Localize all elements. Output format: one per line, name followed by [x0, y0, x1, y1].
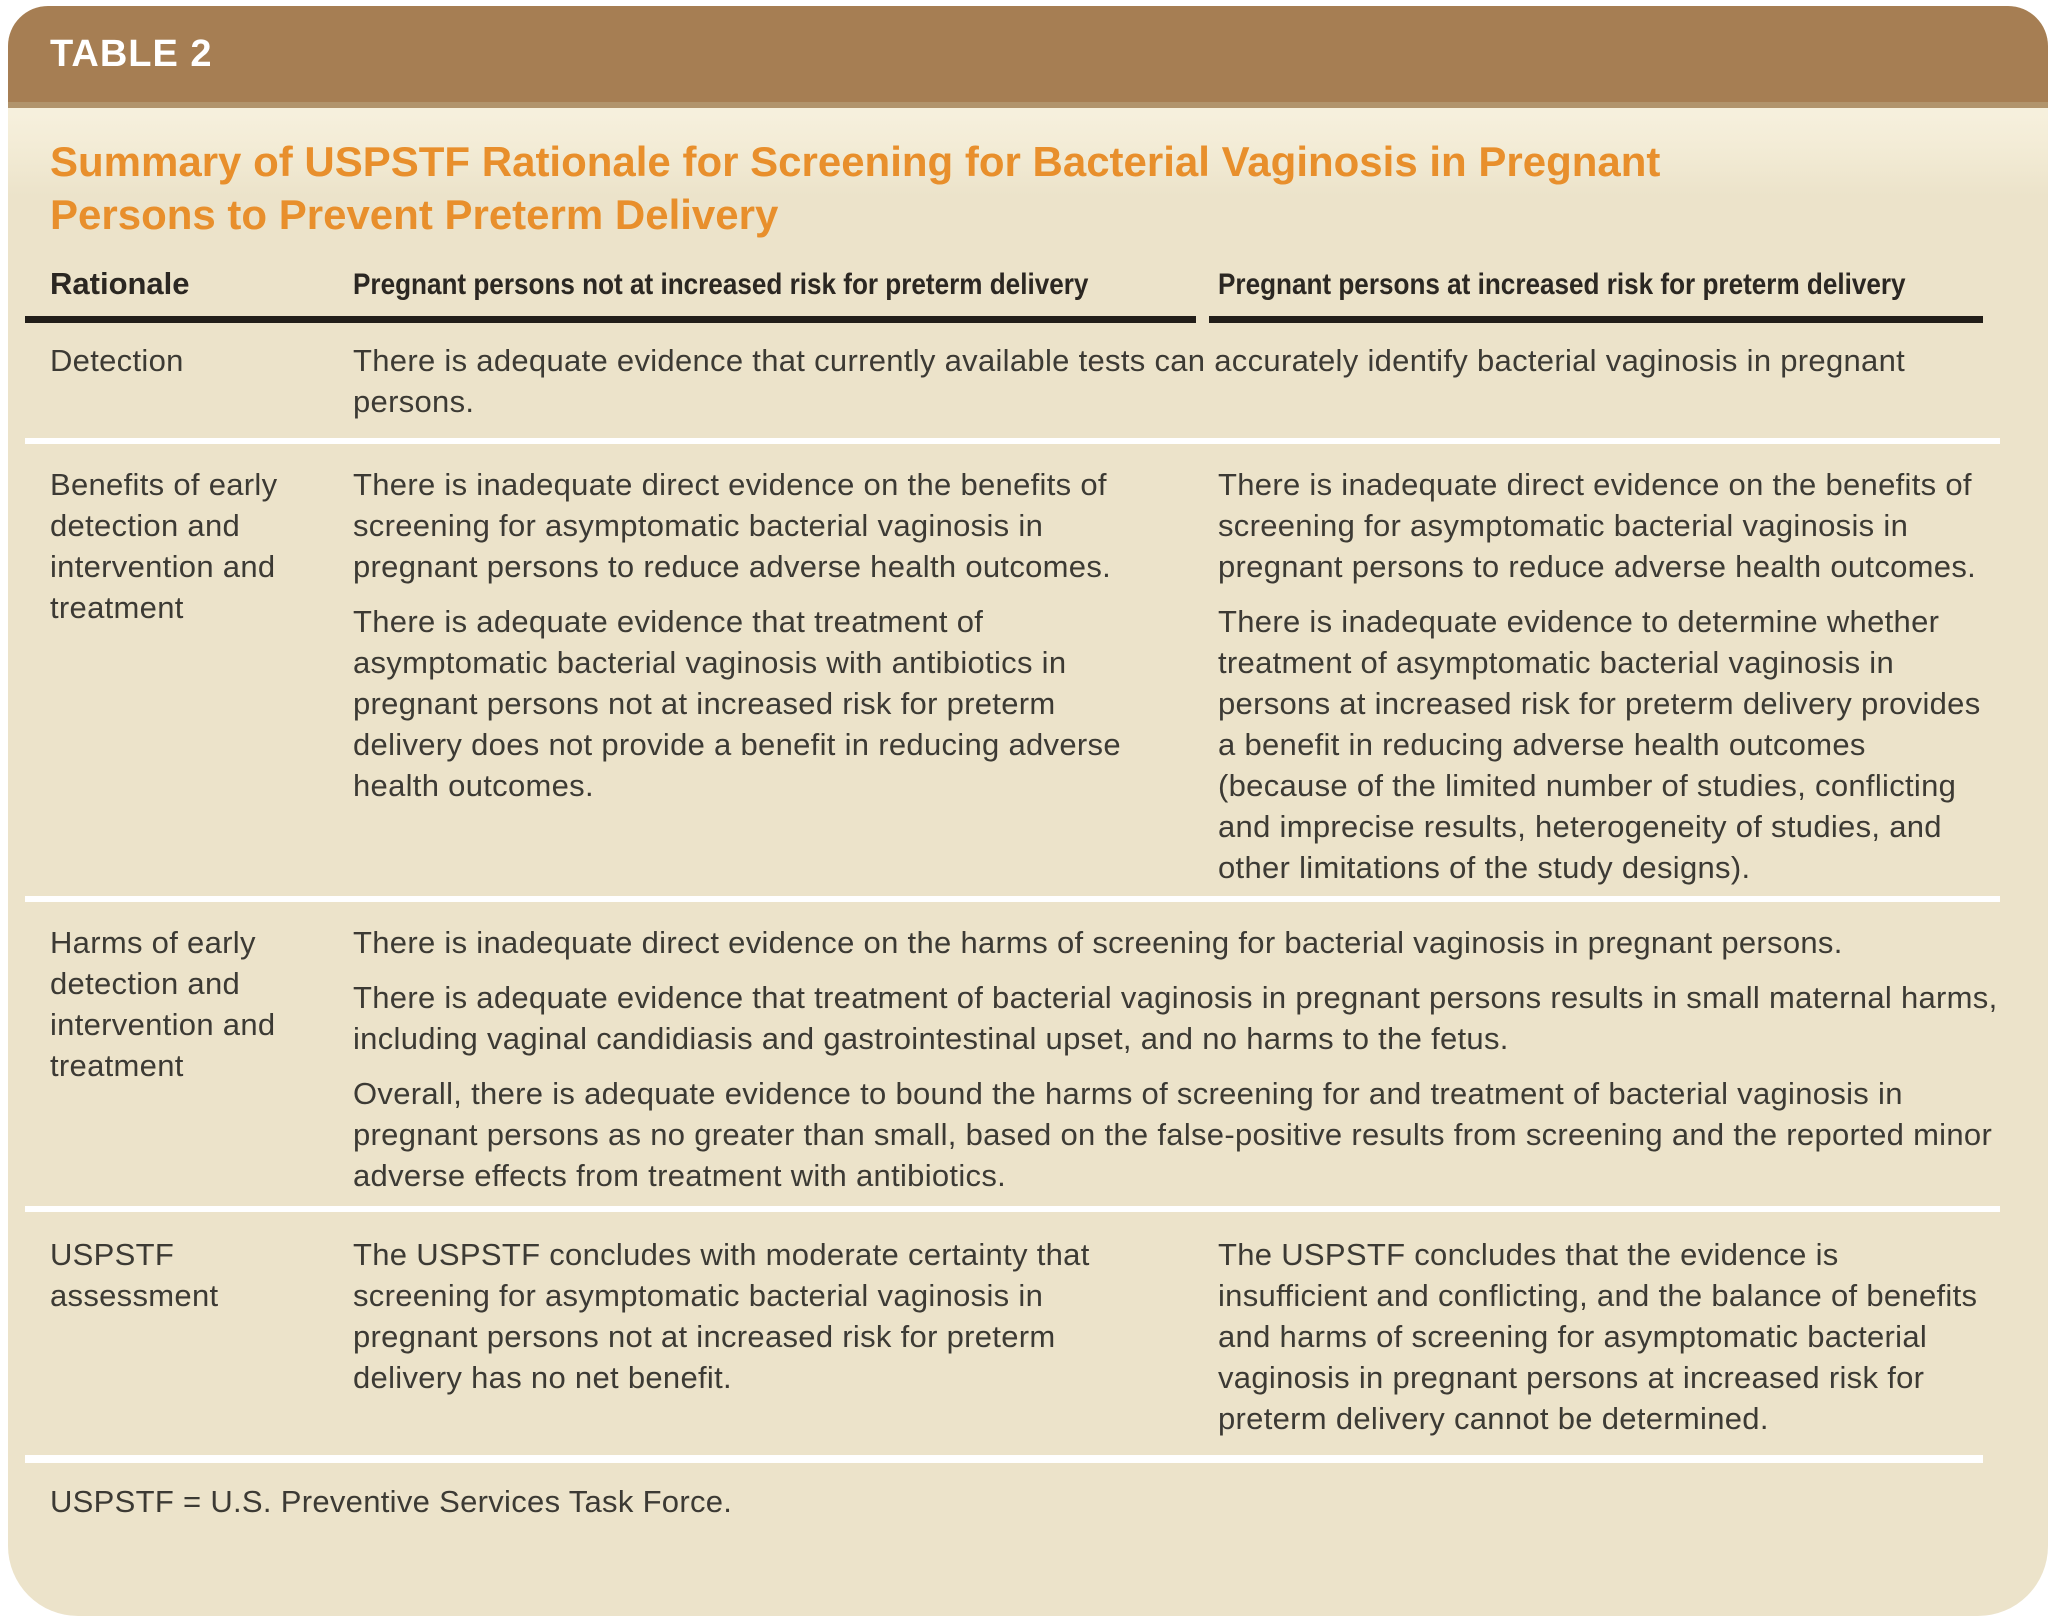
harms-cell	[353, 922, 1998, 1196]
benefits-not-increased-paragraph-2: There is adequate evidence that treatment of asymptomatic bacterial vaginosis with antibiotics in pregnant persons not at increased risk for preterm delivery does not provide a benefit in reducing adverse health outcomes.	[353, 604, 1121, 803]
assessment-increased-paragraph: The USPSTF concludes that the evidence is insufficient and conflicting, and the balance of benefits and harms of screening for asymptomatic bacterial vaginosis in pregnant persons at increased risk for preterm delivery cannot be determined.	[1218, 1237, 1978, 1436]
column-header-increased-risk-text: Pregnant persons at increased risk for preterm delivery	[1218, 268, 1906, 301]
harms-paragraph-2: There is adequate evidence that treatment of bacterial vaginosis in pregnant persons results in small maternal harms, including vaginal candidiasis and gastrointestinal upset, and no harms to the fetus.	[353, 980, 1998, 1056]
assessment-not-increased-paragraph: The USPSTF concludes with moderate certainty that screening for asymptomatic bacterial vaginosis in pregnant persons not at increased risk for preterm delivery has no net benefit.	[353, 1237, 1090, 1395]
row-label-harms: Harms of early detection and intervention and treatment	[50, 925, 276, 1083]
column-header-not-increased-risk-text: Pregnant persons not at increased risk for preterm delivery	[353, 268, 1089, 301]
table-number-label: TABLE 2	[50, 32, 213, 75]
table-header-bar	[8, 6, 2048, 108]
footnote-divider	[25, 1455, 1983, 1463]
column-header-not-increased-risk	[353, 254, 1218, 316]
column-header-increased-risk	[1218, 254, 2008, 316]
row-assessment	[50, 1212, 1998, 1455]
table-footnote: USPSTF = U.S. Preventive Services Task Force.	[50, 1484, 733, 1519]
table-content	[8, 108, 2048, 316]
header-rule-gap	[1196, 316, 1209, 323]
assessment-increased-cell	[1218, 1234, 1986, 1439]
harms-paragraph-3: Overall, there is adequate evidence to bound the harms of screening for and treatment of bacterial vaginosis in pregnant persons as no greater than small, based on the false-positive results from screening and the reported minor adverse effects from treatment with antibiotics.	[353, 1076, 1993, 1193]
table-card	[8, 6, 2048, 1616]
column-header-row	[50, 254, 1998, 316]
row-detection	[50, 323, 1998, 438]
header-rule	[25, 316, 2048, 323]
benefits-increased-paragraph-2: There is inadequate evidence to determine whether treatment of asymptomatic bacterial vaginosis in persons at increased risk for preterm delivery provides a benefit in reducing adverse health outcomes (because of the limited number of studies, conflicting and imprecise results, heterogeneity of studies, and other limitations of the study designs).	[1218, 604, 1981, 885]
row-label-benefits: Benefits of early detection and intervention and treatment	[50, 467, 278, 625]
benefits-increased-paragraph-1: There is inadequate direct evidence on the benefits of screening for asymptomatic bacterial vaginosis in pregnant persons to reduce adverse health outcomes.	[1218, 467, 1977, 584]
benefits-not-increased-cell	[353, 464, 1145, 806]
row-label-detection: Detection	[50, 343, 184, 378]
header-rule-right-segment	[1209, 316, 1983, 323]
harms-paragraph-1: There is inadequate direct evidence on the harms of screening for bacterial vaginosis in pregnant persons.	[353, 925, 1843, 960]
assessment-not-increased-cell	[353, 1234, 1145, 1398]
header-rule-left-segment	[25, 316, 1196, 323]
row-harms	[50, 902, 1998, 1206]
detection-paragraph: There is adequate evidence that currently available tests can accurately identify bacterial vaginosis in pregnant persons.	[353, 343, 1906, 419]
row-label-assessment: USPSTF assessment	[50, 1237, 219, 1313]
table-title: Summary of USPSTF Rationale for Screening for Bacterial Vaginosis in Pregnant Persons to Prevent Preterm Delivery	[50, 138, 1661, 238]
benefits-not-increased-paragraph-1: There is inadequate direct evidence on the benefits of screening for asymptomatic bacterial vaginosis in pregnant persons to reduce adverse health outcomes.	[353, 467, 1112, 584]
row-benefits	[50, 444, 1998, 896]
detection-cell	[353, 340, 1998, 422]
benefits-increased-cell	[1218, 464, 1986, 888]
column-header-rationale: Rationale	[50, 266, 190, 301]
